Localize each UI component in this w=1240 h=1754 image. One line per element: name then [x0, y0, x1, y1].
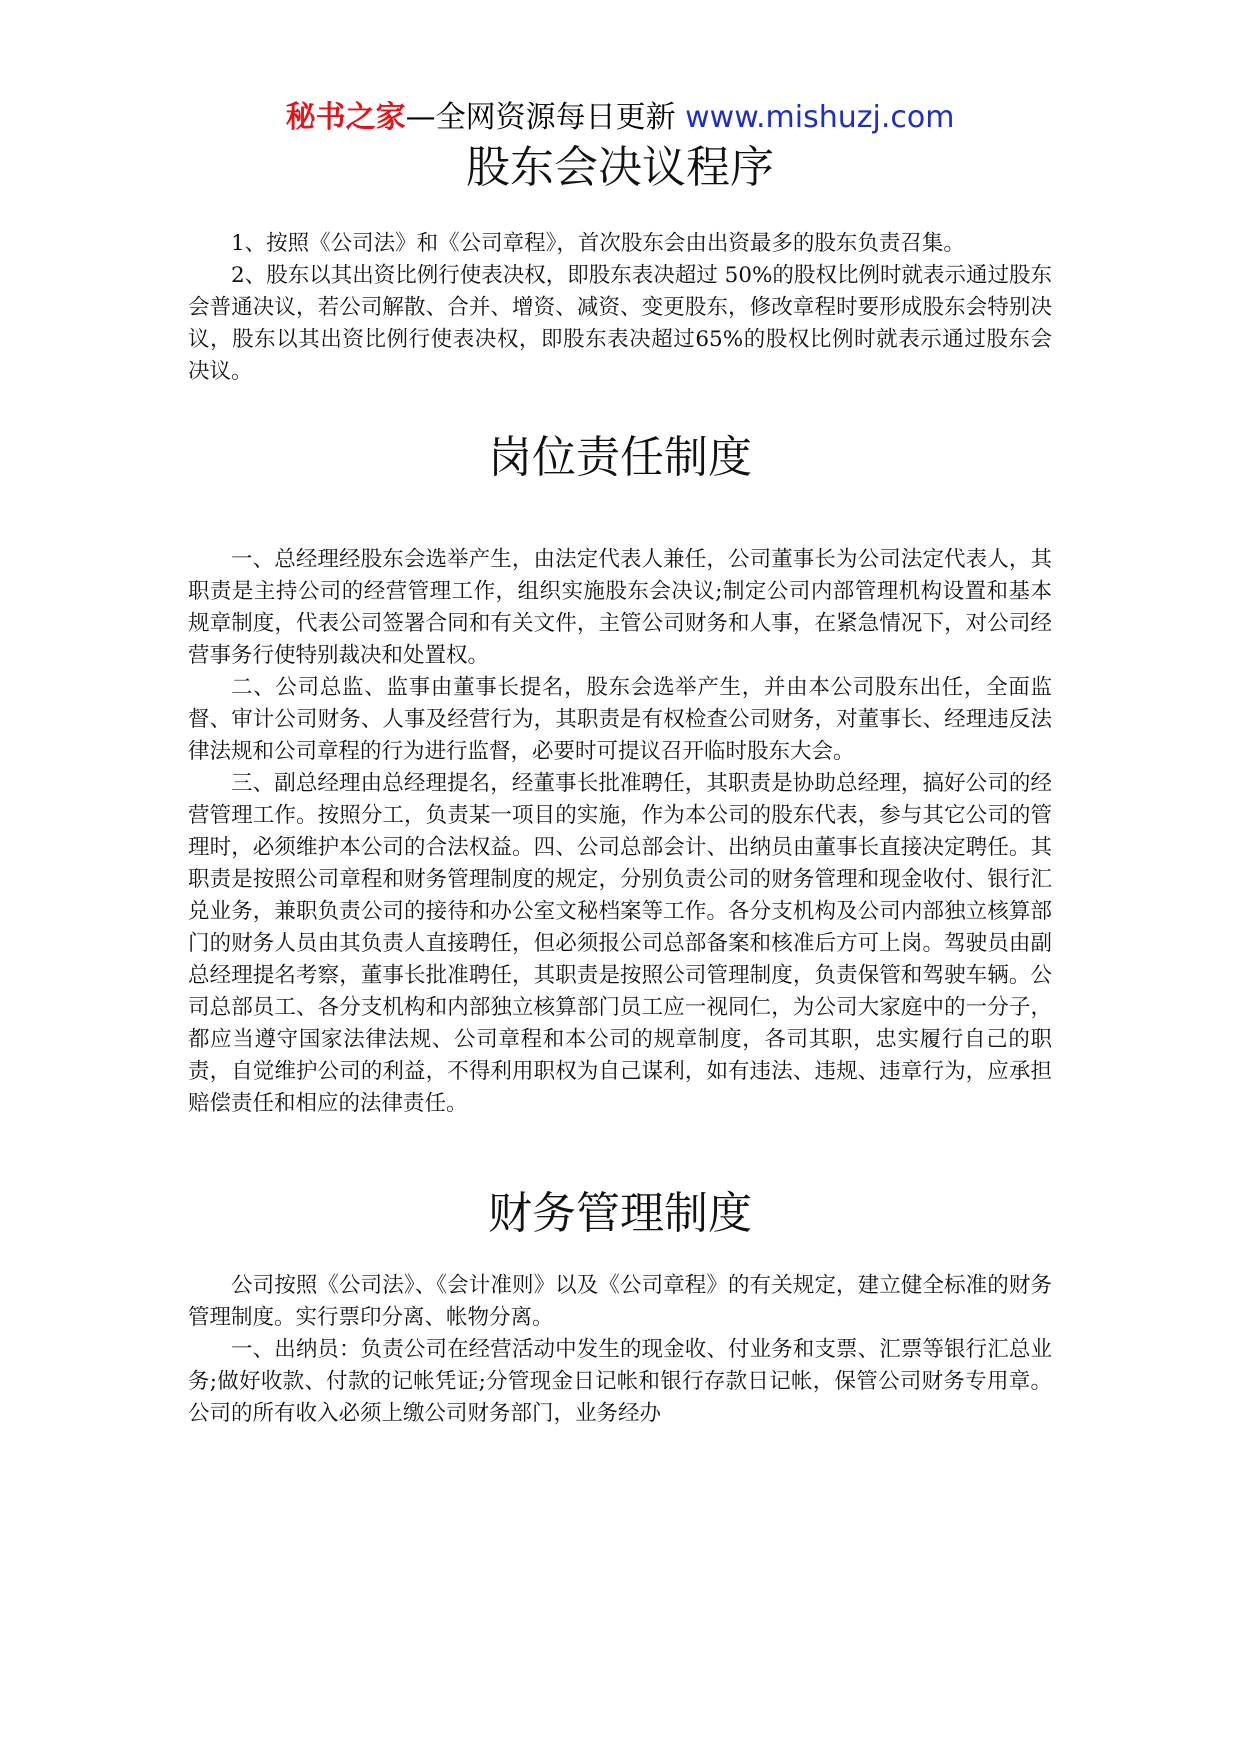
section-body-shareholder-resolution — [188, 228, 1052, 388]
site-banner — [0, 98, 1240, 138]
site-url-link[interactable]: www.mishuzj.com — [685, 100, 955, 135]
section-body-job-responsibility — [188, 544, 1052, 1120]
paragraph: 一、总经理经股东会选举产生，由法定代表人兼任，公司董事长为公司法定代表人，其职责是主持公司的经营管理工作，组织实施股东会决议;制定公司内部管理机构设置和基本规章制度，代表公司签署合同和有关文件，主管公司财务和人事，在紧急情况下，对公司经营事务行使特别裁决和处置权。 — [188, 547, 1052, 668]
section-title-financial-management: 财务管理制度 — [488, 1188, 752, 1239]
paragraph: 公司按照《公司法》、《会计准则》以及《公司章程》的有关规定，建立健全标准的财务管理制度。实行票印分离、帐物分离。 — [188, 1273, 1052, 1330]
section-title-shareholder-resolution: 股东会决议程序 — [466, 142, 774, 193]
paragraph: 三、副总经理由总经理提名，经董事长批准聘任，其职责是协助总经理，搞好公司的经营管理工作。按照分工，负责某一项目的实施，作为本公司的股东代表，参与其它公司的管理时，必须维护本公司的合法权益。四、公司总部会计、出纳员由董事长直接决定聘任。其职责是按照公司章程和财务管理制度的规定，分别负责公司的财务管理和现金收付、银行汇兑业务，兼职负责公司的接待和办公室文秘档案等工作。各分支机构及公司内部独立核算部门的财务人员由其负责人直接聘任，但必须报公司总部备案和核准后方可上岗。驾驶员由副总经理提名考察，董事长批准聘任，其职责是按照公司管理制度，负责保管和驾驶车辆。公司总部员工、各分支机构和内部独立核算部门员工应一视同仁，为公司大家庭中的一分子，都应当遵守国家法律法规、公司章程和本公司的规章制度，各司其职，忠实履行自己的职责，自觉维护公司的利益，不得利用职权为自己谋利，如有违法、违规、违章行为，应承担赔偿责任和相应的法律责任。 — [188, 771, 1052, 1116]
paragraph: 一、出纳员：负责公司在经营活动中发生的现金收、付业务和支票、汇票等银行汇总业务;做好收款、付款的记帐凭证;分管现金日记帐和银行存款日记帐，保管公司财务专用章。公司的所有收入必须上缴公司财务部门，业务经办 — [188, 1337, 1052, 1426]
brand-name: 秘书之家 — [285, 100, 406, 135]
paragraph: 二、公司总监、监事由董事长提名，股东会选举产生，并由本公司股东出任，全面监督、审计公司财务、人事及经营行为，其职责是有权检查公司财务，对董事长、经理违反法律法规和公司章程的行为进行监督，必要时可提议召开临时股东大会。 — [188, 675, 1052, 764]
banner-tagline: —全网资源每日更新 — [405, 100, 676, 135]
paragraph: 1、按照《公司法》和《公司章程》，首次股东会由出资最多的股东负责召集。 — [231, 231, 965, 256]
paragraph: 2、股东以其出资比例行使表决权，即股东表决超过 50%的股权比例时就表示通过股东会普通决议，若公司解散、合并、增资、减资、变更股东，修改章程时要形成股东会特别决议，股东以其出资比例行使表决权，即股东表决超过65%的股权比例时就表示通过股东会决议。 — [188, 263, 1052, 384]
section-body-financial-management — [188, 1270, 1052, 1430]
section-title-job-responsibility: 岗位责任制度 — [488, 432, 752, 483]
